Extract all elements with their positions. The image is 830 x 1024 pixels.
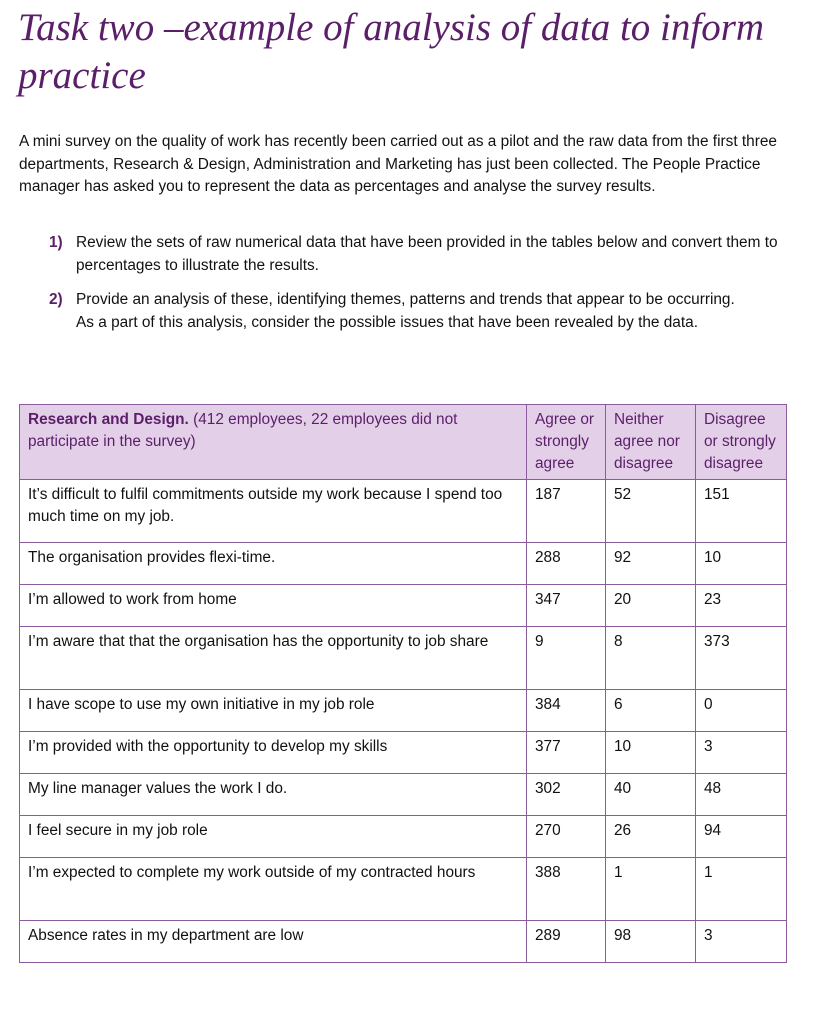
neither-cell: 20 <box>606 585 696 627</box>
table-row <box>20 921 787 963</box>
neither-cell: 52 <box>606 480 696 543</box>
table-row <box>20 585 787 627</box>
instruction-text: Review the sets of raw numerical data that have been provided in the tables below and convert them to percentages to illustrate the results. <box>76 234 778 274</box>
department-name: Research and Design. <box>28 411 189 428</box>
disagree-cell: 0 <box>696 690 787 732</box>
disagree-cell: 48 <box>696 774 787 816</box>
page-title: Task two –example of analysis of data to inform practice <box>18 6 765 97</box>
statement-cell: Absence rates in my department are low <box>20 921 527 963</box>
survey-table <box>19 404 787 963</box>
column-header-disagree: Disagree or strongly disagree <box>696 405 787 480</box>
statement-cell: The organisation provides flexi-time. <box>20 543 527 585</box>
agree-cell: 347 <box>527 585 606 627</box>
disagree-cell: 10 <box>696 543 787 585</box>
agree-cell: 377 <box>527 732 606 774</box>
table-row <box>20 627 787 690</box>
instruction-text: Provide an analysis of these, identifying themes, patterns and trends that appear to be occurring. <box>76 291 735 308</box>
disagree-cell: 3 <box>696 732 787 774</box>
table-row <box>20 774 787 816</box>
neither-cell: 40 <box>606 774 696 816</box>
statement-cell: It’s difficult to fulfil commitments outside my work because I spend too much time on my job. <box>20 480 527 543</box>
table-row <box>20 816 787 858</box>
disagree-cell: 373 <box>696 627 787 690</box>
instruction-text: As a part of this analysis, consider the possible issues that have been revealed by the data. <box>76 313 698 331</box>
neither-cell: 8 <box>606 627 696 690</box>
agree-cell: 302 <box>527 774 606 816</box>
table-header-row <box>20 405 787 480</box>
disagree-cell: 94 <box>696 816 787 858</box>
agree-cell: 270 <box>527 816 606 858</box>
neither-cell: 92 <box>606 543 696 585</box>
neither-cell: 98 <box>606 921 696 963</box>
table-row <box>20 690 787 732</box>
table-row <box>20 732 787 774</box>
instruction-number: 2) <box>49 291 63 308</box>
agree-cell: 187 <box>527 480 606 543</box>
column-header-agree: Agree or strongly agree <box>527 405 606 480</box>
disagree-cell: 1 <box>696 858 787 921</box>
statement-cell: I have scope to use my own initiative in my job role <box>20 690 527 732</box>
instruction-number: 1) <box>49 234 63 251</box>
department-note: (412 employees, 22 employees did not participate in the survey) <box>28 411 458 450</box>
neither-cell: 1 <box>606 858 696 921</box>
agree-cell: 9 <box>527 627 606 690</box>
intro-paragraph: A mini survey on the quality of work has recently been carried out as a pilot and the raw data from the first three departments, Research & Design, Administration and Marketing has just been collected. The People Practice manager has asked you to represent the data as percentages and analyse the survey results. <box>19 133 777 195</box>
statement-cell: I feel secure in my job role <box>20 816 527 858</box>
statement-cell: I’m provided with the opportunity to develop my skills <box>20 732 527 774</box>
agree-cell: 288 <box>527 543 606 585</box>
table-row <box>20 858 787 921</box>
agree-cell: 289 <box>527 921 606 963</box>
disagree-cell: 23 <box>696 585 787 627</box>
table-row <box>20 480 787 543</box>
column-header-neither: Neither agree nor disagree <box>606 405 696 480</box>
department-header <box>20 405 527 480</box>
disagree-cell: 151 <box>696 480 787 543</box>
statement-cell: I’m expected to complete my work outside of my contracted hours <box>20 858 527 921</box>
agree-cell: 384 <box>527 690 606 732</box>
instruction-item <box>19 289 809 334</box>
statement-cell: My line manager values the work I do. <box>20 774 527 816</box>
instruction-item <box>19 232 809 277</box>
neither-cell: 10 <box>606 732 696 774</box>
neither-cell: 26 <box>606 816 696 858</box>
disagree-cell: 3 <box>696 921 787 963</box>
statement-cell: I’m allowed to work from home <box>20 585 527 627</box>
neither-cell: 6 <box>606 690 696 732</box>
agree-cell: 388 <box>527 858 606 921</box>
instruction-list <box>19 232 809 346</box>
table-row <box>20 543 787 585</box>
statement-cell: I’m aware that that the organisation has the opportunity to job share <box>20 627 527 690</box>
